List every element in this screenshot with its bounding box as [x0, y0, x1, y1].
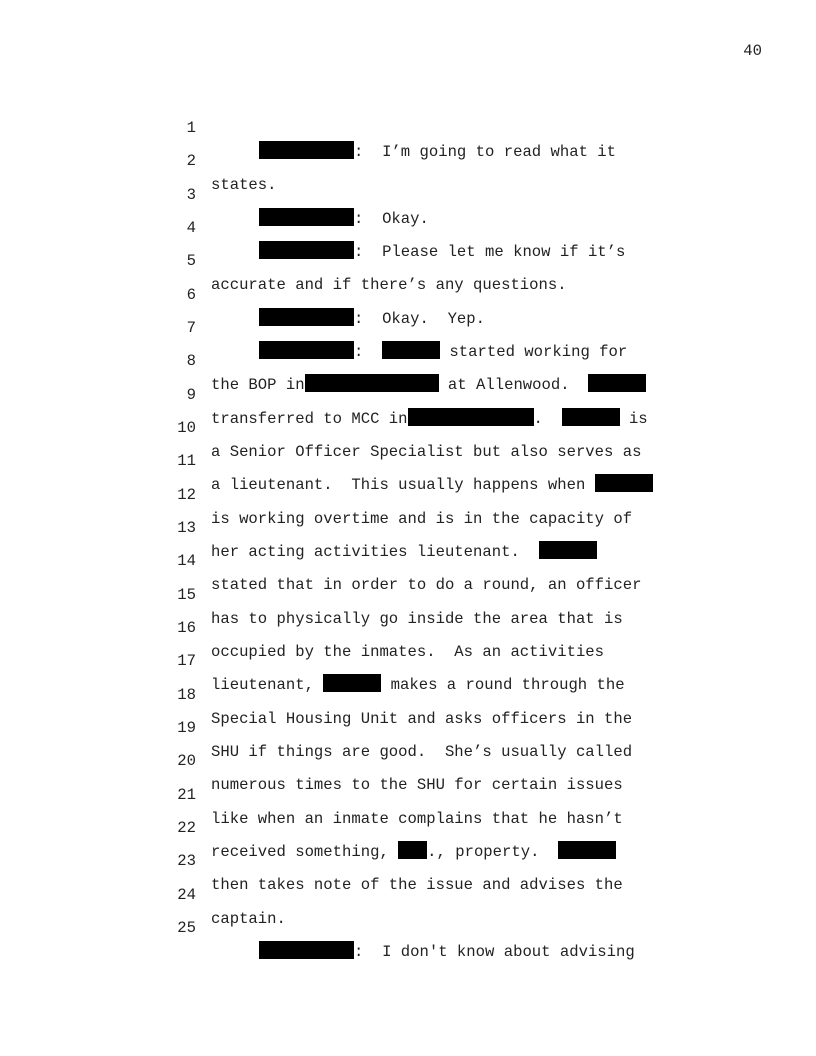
- line-text: accurate and if there’s any questions.: [211, 276, 567, 294]
- line-number: 24: [177, 886, 196, 904]
- line-text: captain.: [211, 910, 286, 928]
- line-number: 16: [177, 619, 196, 637]
- speaker-redaction: [259, 208, 354, 226]
- abbreviation-redaction: [398, 841, 427, 859]
- line-text: lieutenant, makes a round through the: [211, 676, 625, 694]
- name-redaction: [539, 541, 597, 559]
- name-redaction: [588, 374, 646, 392]
- line-number: 3: [186, 186, 196, 204]
- line-text: stated that in order to do a round, an officer: [211, 576, 642, 594]
- line-text: then takes note of the issue and advises the: [211, 876, 623, 894]
- speaker-redaction: [259, 141, 354, 159]
- line-number: 13: [177, 519, 196, 537]
- line-text: received something, ., property.: [211, 840, 616, 864]
- line-text: Special Housing Unit and asks officers in the: [211, 710, 633, 728]
- transcript-line: [0, 92, 617, 161]
- line-text: : Please let me know if it’s: [259, 240, 625, 264]
- line-number: 21: [177, 786, 196, 804]
- speaker-redaction: [259, 941, 354, 959]
- line-number: 19: [177, 719, 196, 737]
- line-number: 22: [177, 819, 196, 837]
- line-number: 7: [186, 319, 196, 337]
- line-text: states.: [211, 176, 277, 194]
- line-text: : I don't know about advising: [259, 940, 635, 964]
- line-number: 4: [186, 219, 196, 237]
- line-number: 8: [186, 352, 196, 370]
- line-text: a Senior Officer Specialist but also serves as: [211, 443, 642, 461]
- name-redaction: [382, 341, 440, 359]
- line-text: : I’m going to read what it: [259, 140, 616, 164]
- location-redaction: [305, 374, 439, 392]
- line-number: 1: [186, 119, 196, 137]
- line-number: 25: [177, 919, 196, 937]
- line-number: 6: [186, 286, 196, 304]
- line-text: : Okay. Yep.: [259, 307, 485, 331]
- line-number: 23: [177, 852, 196, 870]
- line-text: is working overtime and is in the capacity of: [211, 510, 633, 528]
- line-number: 14: [177, 552, 196, 570]
- line-number: 5: [186, 252, 196, 270]
- speaker-redaction: [259, 341, 354, 359]
- location-redaction: [408, 408, 534, 426]
- line-text: : started working for: [259, 340, 627, 364]
- line-number: 2: [186, 152, 196, 170]
- name-redaction: [558, 841, 616, 859]
- line-text: transferred to MCC in . is: [211, 410, 648, 428]
- line-text: : Okay.: [259, 207, 429, 231]
- line-text: SHU if things are good. She’s usually called: [211, 743, 633, 761]
- name-redaction: [323, 674, 381, 692]
- line-text: a lieutenant. This usually happens when: [211, 473, 653, 497]
- transcript-line: [0, 125, 277, 194]
- name-redaction: [595, 474, 653, 492]
- line-text: like when an inmate complains that he hasn’t: [211, 810, 623, 828]
- line-text: the BOP in at Allenwood.: [211, 373, 646, 397]
- page-number: 40: [743, 42, 762, 60]
- line-number: 11: [177, 452, 196, 470]
- line-number: 12: [177, 486, 196, 504]
- line-number: 10: [177, 419, 196, 437]
- speaker-redaction: [259, 308, 354, 326]
- line-text: occupied by the inmates. As an activities: [211, 643, 605, 661]
- line-number: 9: [186, 386, 196, 404]
- name-redaction: [562, 408, 620, 426]
- line-number: 15: [177, 586, 196, 604]
- line-number: 17: [177, 652, 196, 670]
- line-text: her acting activities lieutenant.: [211, 540, 597, 564]
- speaker-redaction: [259, 241, 354, 259]
- line-text: has to physically go inside the area that is: [211, 610, 623, 628]
- line-text: numerous times to the SHU for certain issues: [211, 776, 623, 794]
- line-number: 18: [177, 686, 196, 704]
- line-number: 20: [177, 752, 196, 770]
